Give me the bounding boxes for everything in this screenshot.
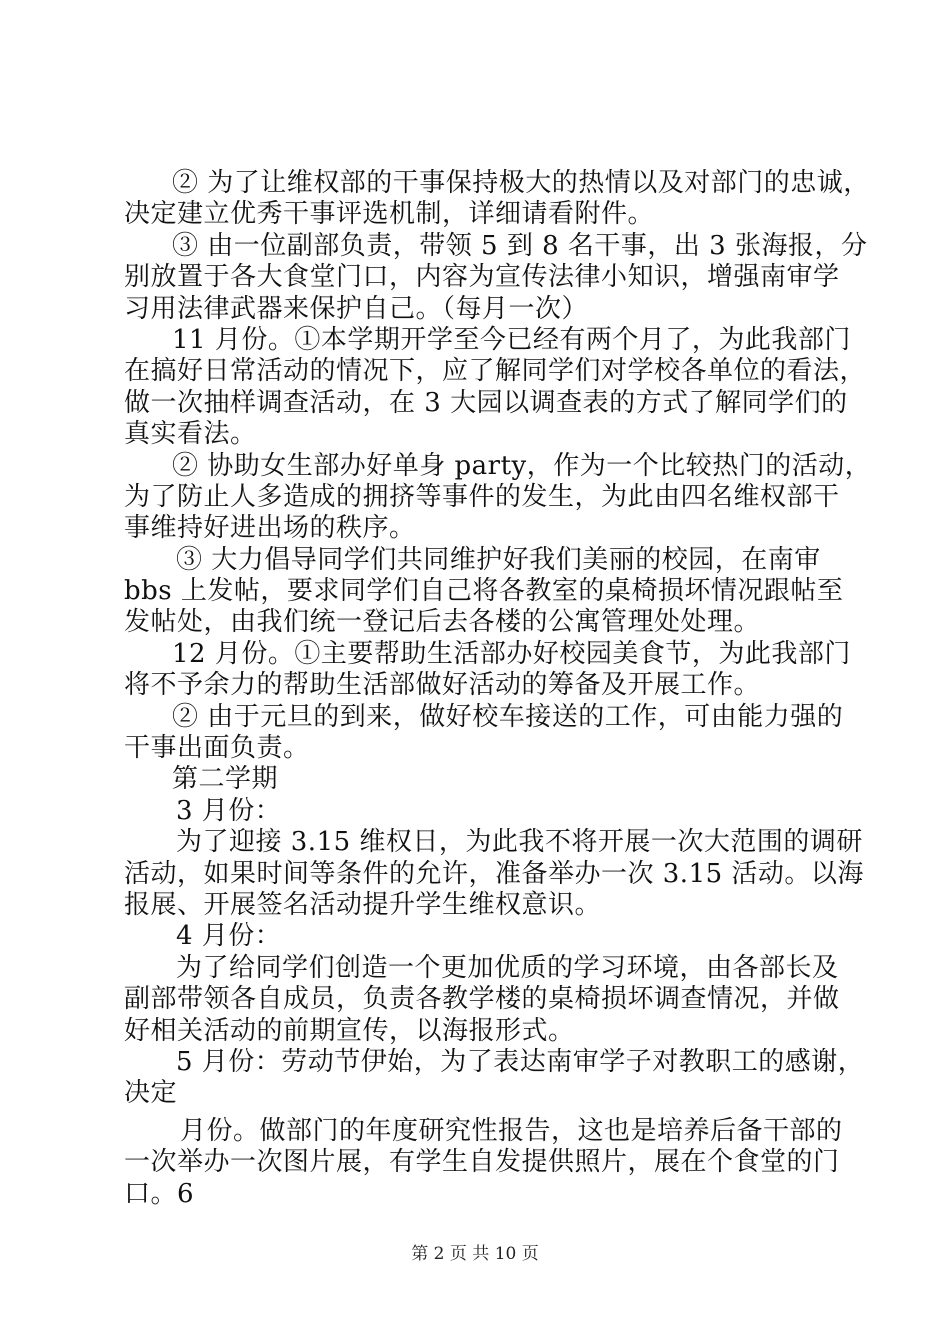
paragraph-line: 决定建立优秀干事评选机制，详细请看附件。 — [124, 199, 655, 230]
paragraph-line: ③ 大力倡导同学们共同维护好我们美丽的校园，在南审 — [176, 544, 821, 575]
paragraph-line: 月份。做部门的年度研究性报告，这也是培养后备干部的 — [180, 1115, 843, 1146]
paragraph-line: 5 月份：劳动节伊始，为了表达南审学子对教职工的感谢， — [176, 1046, 865, 1077]
paragraph-line: 一次举办一次图片展，有学生自发提供照片，展在个食堂的门 — [124, 1147, 840, 1178]
paragraph-line: 在搞好日常活动的情况下，应了解同学们对学校各单位的看法， — [124, 356, 867, 387]
document-body — [124, 168, 872, 1210]
month-heading: 4 月份： — [176, 921, 282, 952]
paragraph-line: ② 为了让维权部的干事保持极大的热情以及对部门的忠诚， — [172, 168, 870, 198]
paragraph-line: 别放置于各大食堂门口，内容为宣传法律小知识，增强南审学 — [124, 262, 840, 293]
section-heading: 第二学期 — [172, 764, 279, 795]
paragraph-line: ② 由于元旦的到来，做好校车接送的工作，可由能力强的 — [172, 701, 844, 732]
paragraph-line: 为了给同学们创造一个更加优质的学习环境，由各部长及 — [176, 952, 839, 983]
paragraph-line: ② 协助女生部办好单身 party，作为一个比较热门的活动， — [172, 450, 872, 481]
paragraph-line: 报展、开展签名活动提升学生维权意识。 — [124, 889, 602, 920]
page-number-footer: 第 2 页 共 10 页 — [411, 1244, 539, 1264]
paragraph-line: 事维持好进出场的秩序。 — [124, 513, 416, 544]
paragraph-line: 真实看法。 — [124, 419, 257, 450]
paragraph-line: 好相关活动的前期宣传，以海报形式。 — [124, 1015, 575, 1046]
paragraph-line: 将不予余力的帮助生活部做好活动的筹备及开展工作。 — [124, 670, 761, 701]
paragraph-line: bbs 上发帖，要求同学们自己将各教室的桌椅损坏情况跟帖至 — [124, 576, 844, 607]
paragraph-line: 活动，如果时间等条件的允许，准备举办一次 3.15 活动。以海 — [124, 858, 864, 889]
paragraph-line: ③ 由一位副部负责，带领 5 到 8 名干事，出 3 张海报，分 — [172, 230, 868, 261]
month-heading: 3 月份： — [176, 795, 282, 826]
paragraph-line: 11 月份。①本学期开学至今已经有两个月了，为此我部门 — [172, 324, 851, 355]
paragraph-line: 12 月份。①主要帮助生活部办好校园美食节，为此我部门 — [172, 638, 851, 669]
paragraph-line: 为了迎接 3.15 维权日，为此我不将开展一次大范围的调研 — [176, 827, 863, 858]
paragraph-line: 习用法律武器来保护自己。（每月一次） — [124, 293, 589, 324]
paragraph-line: 副部带领各自成员，负责各教学楼的桌椅损坏调查情况，并做 — [124, 984, 840, 1015]
paragraph-line: 为了防止人多造成的拥挤等事件的发生，为此由四名维权部干 — [124, 481, 840, 512]
paragraph-line: 决定 — [124, 1078, 178, 1109]
paragraph-line: 口。6 — [124, 1178, 195, 1209]
paragraph-line: 干事出面负责。 — [124, 733, 310, 764]
paragraph-line: 发帖处，由我们统一登记后去各楼的公寓管理处处理。 — [124, 607, 761, 638]
paragraph-line: 做一次抽样调查活动，在 3 大园以调查表的方式了解同学们的 — [124, 387, 848, 418]
